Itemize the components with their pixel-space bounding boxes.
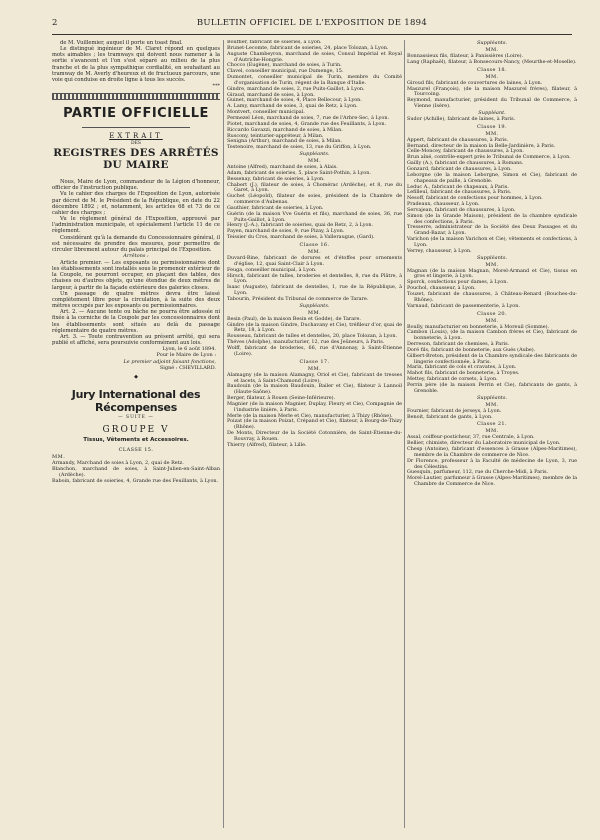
paragraph: Vu le cahier des charges de l'Exposition de Lyon, autorisée par décret de M. le Président de la République, en date du 22 décembre 1892 ; et, notamment, les articles 68 et 73 de ce cahier des charges ; bbox=[52, 191, 220, 216]
list-item: Thierry (Alfred), filateur, à Lille. bbox=[227, 441, 307, 448]
list-item: Isaac (Auguste), fabricant de dentelles, 1, rue de la République, à Lyon. bbox=[227, 284, 402, 297]
list-item: Pradeaux, chausseur, à Lyon. bbox=[407, 201, 480, 208]
list-item: Mahot fils, fabricant de bonneterie, à Troyes. bbox=[407, 370, 520, 377]
list-item: Feuga, conseiller municipal, à Lyon. bbox=[227, 266, 317, 273]
list-item: Duvard-Bine, fabricant de dorures et d'étoffes pour ornements d'église, 12, quai Saint-Clair à Lyon. bbox=[227, 255, 402, 267]
list-item: Lang (Raphaël), filateur, à Bonsecours-Nancy, (Meurthe-et-Moselle). bbox=[407, 58, 577, 65]
list-item: Benoit, fabricant de gants, à Lyon. bbox=[407, 413, 493, 420]
jury-entries bbox=[407, 435, 577, 488]
list-item: Clavel, conseiller municipal, rue Dumenge, 15. bbox=[227, 68, 344, 75]
list-item: Senigna (Arthur), marchand de soies, à Milan. bbox=[227, 138, 342, 145]
list-item: Servajean, fabricant de chaussures, à Lyon. bbox=[407, 206, 516, 213]
mm-label: MM. bbox=[485, 73, 499, 80]
list-item: Permezel Léon, marchand de soies, 7, rue de l'Arbre-Sec, à Lyon. bbox=[227, 114, 390, 121]
list-item: Brun aîné, contrôle-expert près le Tribunal de Commerce, à Lyon. bbox=[407, 154, 571, 161]
page-header bbox=[52, 18, 572, 32]
suppleants-heading: Suppléants. bbox=[477, 254, 507, 261]
article-paragraph: Article premier. — Les exposants ou permissionnaires dont les établissements sont installés sous le promenoir extérieur de la Coupole, ne pourront occuper, en plaçant des tables, des chaises ou d'autres objets, qu'une étendue de deux mètres de largeur, à partir de la façade extérieure des galeries closes. bbox=[52, 259, 220, 291]
list-item: Leduc A., fabricant de chapeaux, à Paris. bbox=[407, 183, 509, 190]
classe-heading: Classe 19. bbox=[476, 123, 508, 130]
jury-entries bbox=[227, 373, 402, 449]
suppleants-heading: Suppléants. bbox=[477, 394, 507, 401]
paragraph: de M. Vuillemier, auquel il porte un toast final. bbox=[60, 40, 183, 46]
list-item: Morel-Lautier, parfumeur à Grasse (Alpes-Maritimes), membre de la Chambre de Commerce de Nice. bbox=[407, 475, 577, 488]
arretons-label: Arrêtons : bbox=[123, 252, 149, 259]
suppleants-heading: Suppléants. bbox=[477, 40, 507, 46]
column-divider bbox=[223, 40, 224, 828]
list-item: A. Lamy, marchand de soies, 3, quai de Retz, à Lyon. bbox=[227, 103, 358, 110]
des-label: DES bbox=[131, 141, 141, 147]
list-item: Teissier du Cros, marchand de soies, à Valleraugue, (Gard). bbox=[227, 234, 375, 241]
list-item: Assal, coiffeur-posticheur, 37, rue Centrale, à Lyon. bbox=[407, 434, 535, 441]
list-item: Giraud, marchand de soies, à Lyon. bbox=[227, 91, 315, 98]
groupe-subtitle: Tissus, Vêtements et Accessoires. bbox=[83, 436, 189, 443]
list-item: Sporck, confections pour dames, à Lyon. bbox=[407, 279, 508, 286]
list-item: Touzet, fabricant de chaussures, à Château-Renard (Bouches-du-Rhône). bbox=[407, 291, 577, 303]
jury-entries bbox=[407, 325, 577, 395]
mm-label: MM. bbox=[485, 261, 499, 268]
list-item: Baudouin (de la maison Baudouin, Bailer et Cie), filateur à Lannoil (Haute-Saône). bbox=[227, 383, 402, 396]
groupe-heading: GROUPE V bbox=[102, 424, 170, 435]
list-item: Hirsch, fabricant de tulles, broderies et dentelles, 8, rue du Plâtre, à Lyon. bbox=[227, 272, 402, 285]
partie-officielle-heading: PARTIE OFFICIELLE bbox=[63, 106, 209, 122]
mm-label: MM. bbox=[485, 401, 499, 408]
list-item: Piotet, marchand de soies, 4, Grande rue des Feuillants, à Lyon. bbox=[227, 120, 387, 127]
arrete-paragraphs bbox=[52, 179, 220, 253]
jury-entries bbox=[52, 461, 220, 484]
list-item: Poizat (de la maison Poizat, Crépand et Cie), filateur, à Bourg-de-Thizy (Rhône). bbox=[227, 418, 402, 431]
list-item: Alamagny (de la maison Alamagny, Oriol et Cie), fabricant de tresses et lacets, à Saint-Chamond (Loire). bbox=[227, 371, 402, 384]
list-item: Wolff, fabricant de broderies, 66, rue d'Annonay, à Saint-Étienne (Loire). bbox=[227, 344, 402, 357]
list-item: Verrey, chausseur, à Lyon. bbox=[407, 247, 472, 254]
suppleant-heading: Suppléant. bbox=[478, 109, 506, 116]
list-item: Blanchon, marchand de soies, à Saint-Julien-en-Saint-Alban (Ardèche). bbox=[52, 465, 220, 478]
articles-list bbox=[52, 260, 220, 346]
paragraph: Le distingué ingénieur de M. Claret répond en quelques mots aimables ; les tramways qui doivent nous ramener à la sortie s'avancent et l'on s'est séparé au milieu de la plus franche et de la plus sympathique cordialité, en souhaitant au tramway de M. Averly d'heureux et de fructueux parcours, une voie qui conduise en droite ligne à tous les succès. bbox=[52, 46, 220, 83]
list-item: Leborgne (de la maison Leborgne, Simon et Cie), fabricant de chapeaux de paille, à Grenoble. bbox=[407, 171, 577, 184]
list-item: Testenoire, marchand de soies, 13, rue du Griffon, à Lyon. bbox=[227, 144, 372, 151]
list-item: Mettey, fabricant de corsets, à Lyon. bbox=[407, 376, 498, 383]
list-item: Adam, fabricant de soieries, 5, place Saint-Pothin, à Lyon. bbox=[227, 169, 371, 176]
mm-label: MM. bbox=[307, 309, 322, 316]
list-item: Auguste Chambeyron, marchand de soies, Consul Impérial et Royal d'Autriche-Hongrie. bbox=[227, 50, 402, 63]
list-item: Ruscony, teinturier-appréteur, à Milan. bbox=[227, 132, 324, 139]
list-item: Montvert, conseiller municipal. bbox=[227, 109, 305, 116]
list-item: Sudor (Achille), fabricant de laines, à Paris. bbox=[407, 115, 516, 122]
signature-line: Signé : CHEVILLARD. bbox=[159, 364, 216, 371]
adjoint-line: Le premier adjoint faisant fonctions, bbox=[123, 358, 216, 365]
list-item: Merle (de la maison Merle et Cie), manufacturier, à Thizy (Rhône). bbox=[227, 412, 393, 419]
registres-heading: REGISTRES DES ARRÊTÉS DU MAIRE bbox=[53, 147, 219, 172]
jury-entries bbox=[227, 40, 402, 151]
classe-heading: Classe 17. bbox=[299, 358, 330, 365]
list-item: Bonnassieux fils, filateur, à Panissières (Loire). bbox=[407, 53, 524, 59]
list-item: Derreson, fabricant de chemises, à Paris. bbox=[407, 341, 510, 348]
extrait-heading: EXTRAIT bbox=[109, 132, 163, 141]
jury-entries bbox=[227, 317, 402, 358]
list-item: Besin (Paul), de la maison Besin et Godde), de Tarare. bbox=[227, 315, 361, 322]
paragraph: Vu le règlement général de l'Exposition, approuvé par l'administration municipale, et spécialement l'article 11 de ce règlement. bbox=[52, 216, 220, 235]
intro-paragraphs bbox=[52, 40, 220, 83]
list-item: Lefilleul, fabricant de chaussures, à Paris. bbox=[407, 189, 512, 196]
header-rule bbox=[52, 34, 572, 35]
mm-label: MM. bbox=[307, 249, 322, 255]
list-item: Gilbert-Breton, président de la Chambre syndicale des fabricants de lingerie confectionnée, à Paris. bbox=[407, 352, 577, 365]
divider: ◆ bbox=[134, 373, 138, 380]
suppleants-heading: Suppléants. bbox=[299, 302, 330, 309]
list-item: Riccardo Gavazzi, marchand de soies, à Milan. bbox=[227, 126, 343, 133]
list-item: Pouchol, chausseur, à Lyon. bbox=[407, 285, 476, 292]
list-item: Guesquin, parfumeur, 112, rue du Cherche-Midi, à Paris. bbox=[407, 469, 549, 476]
list-item: Gindre, marchand de soies, 2, rue Puits-Gaillot, à Lyon. bbox=[227, 85, 365, 92]
section-stars: *** bbox=[212, 83, 220, 90]
jury-entries bbox=[407, 54, 577, 66]
date-line: Lyon, le 6 août 1894. bbox=[162, 346, 216, 353]
mm-label: MM. bbox=[52, 453, 66, 460]
list-item: Fournier, fabricant de jerseys, à Lyon. bbox=[407, 407, 502, 414]
list-item: Bessenay, fabricant de soieries, à Lyon. bbox=[227, 175, 325, 182]
list-item: Reymond, manufacturier, président du Tribunal de Commerce, à Vienne (Isère). bbox=[407, 97, 577, 110]
classe-heading: Classe 18. bbox=[476, 66, 508, 73]
mm-label: MM. bbox=[485, 47, 499, 53]
classe-heading: Classe 20. bbox=[476, 310, 508, 317]
column-left bbox=[52, 40, 220, 484]
list-item: Magnan (de la maison Magnan, Morel-Armand et Cie), tissus en gros et lingerie, à Lyon. bbox=[407, 267, 577, 280]
list-item: Guchet (Léopold), filateur de soies, président de la Chambre de commerce d'Aubenas. bbox=[227, 193, 402, 206]
list-item: Celle-Moncey, fabricant de chaussures, à Lyon. bbox=[407, 148, 524, 155]
list-item: Berger, filateur, à Rouen (Seine-Inférieure). bbox=[227, 395, 336, 402]
list-item: Chabert (J.), filateur de soies, à Chomérac (Ardèche), et 8, rue du Garet, à Lyon. bbox=[227, 181, 402, 194]
classe-heading: Classe 21. bbox=[476, 421, 508, 428]
list-item: Gindre (de la maison Gindre, Duchavany et Cie), tréfileur d'or, quai de Retz, 18, à Lyon. bbox=[227, 321, 402, 334]
list-item: Dr Florence, professeur à la Faculté de médecine de Lyon, 3, rue des Célestins. bbox=[407, 457, 577, 470]
jury-entries bbox=[407, 409, 577, 421]
list-item: Boully, manufacturier en bonneterie, à Moreuil (Somme). bbox=[407, 323, 550, 330]
jury-entries bbox=[407, 81, 577, 110]
jury-entries bbox=[227, 256, 402, 303]
list-item: Guérin (de la maison Vve Guérin et fils), marchand de soies, 36, rue Puits-Gaillot, à Lyon. bbox=[227, 210, 402, 223]
divider bbox=[82, 127, 190, 128]
mm-label: MM. bbox=[307, 365, 322, 372]
list-item: Appert, fabricant de chaussures, à Paris. bbox=[407, 136, 509, 143]
ornament-divider bbox=[52, 93, 220, 100]
mm-label: MM. bbox=[485, 317, 499, 324]
list-item: Antoine (Alfred), marchand de soies, à Alais. bbox=[227, 164, 338, 171]
mm-label: MM. bbox=[485, 130, 499, 137]
list-item: Maszurel (François), (de la maison Maszurel frères), filateur, à Tourcoing. bbox=[407, 85, 577, 98]
bulletin-title: BULLETIN OFFICIEL DE L'EXPOSITION DE 1894 bbox=[196, 18, 428, 28]
list-item: Baboin, fabricant de soieries, 4, Grande rue des Feuillants, à Lyon. bbox=[52, 477, 219, 484]
list-item: Gonzard, fabricant de chaussures, à Lyon. bbox=[407, 165, 512, 172]
list-item: Théves (Adolphe), manufacturier, 12, rue des Jeûneurs, à Paris. bbox=[227, 339, 385, 346]
list-item: Guinet, marchand de soies, 4, Place Bellecour, à Lyon. bbox=[227, 97, 362, 104]
mm-label: MM. bbox=[307, 158, 322, 165]
list-item: Henry (J.-A.), fabricant de soieries, quai de Retz, 2, à Lyon. bbox=[227, 222, 374, 229]
classe-heading: Classe 16. bbox=[299, 242, 330, 248]
paragraph: Nous, Maire de Lyon, commandeur de la Légion d'honneur, officier de l'instruction publique. bbox=[52, 179, 220, 192]
article-paragraph: Art. 3. — Toute contravention au présent arrêté, qui sera publié et affiché, sera poursuivie conformément aux lois. bbox=[52, 333, 220, 346]
jury-entries bbox=[407, 269, 577, 310]
article-paragraph: Art. 2. — Aucune tente ou bâche ne pourra être adossée ni fixée à la corniche de la Coupole par les concessionnaires dont les établissements sont situés au delà du passage réglementaire de quatre mètres. bbox=[52, 309, 220, 334]
list-item: Bernand, directeur de la maison la Belle-Jardinière, à Paris. bbox=[407, 142, 556, 149]
list-item: Armandy, Marchand de soies à Lyon, 2, quai de Retz. bbox=[52, 459, 184, 466]
list-item: Tabourin, Président du Tribunal de commerce de Tarare. bbox=[227, 295, 369, 302]
mm-label: MM. bbox=[485, 428, 499, 435]
list-item: Simon (de la Grande Maison), président de la chambre syndicale des confections, à Paris. bbox=[407, 212, 577, 225]
article-paragraph: Un passage de quatre mètres devra être laissé complètement libre pour la circulation, à la suite des deux mètres occupés par les exposants ou permissionnaires. bbox=[52, 290, 220, 310]
list-item: Gauthier, fabricant de soieries, à Lyon. bbox=[227, 204, 324, 211]
list-item: Rousseau, fabricant de tulles et dentelles, 20, place Tolozan, à Lyon. bbox=[227, 333, 398, 340]
list-item: Bellier, chimiste, directeur du Laboratoire municipal de Lyon. bbox=[407, 440, 561, 447]
list-item: Perrin père (de la maison Perrin et Cie), fabricants de gants, à Grenoble. bbox=[407, 381, 577, 394]
column-middle bbox=[227, 40, 402, 449]
list-item: Brunet-Lecomte, fabricant de soieries, 24, place Tolozan, à Lyon. bbox=[227, 44, 389, 51]
list-item: Magnier (de la maison Magnier, Duplay, Fleury et Cie), Compagnie de l'industrie linière, à Paris. bbox=[227, 400, 402, 413]
list-item: Chesp (Antoine), fabricant d'essences à Grasse (Alpes-Maritimes), membre de la Chambre de commerce de Nice. bbox=[407, 446, 577, 458]
list-item: Payen, marchand de soies, 9, rue Pizay, à Lyon. bbox=[227, 228, 345, 235]
classe-heading: CLASSE 15. bbox=[118, 446, 154, 453]
list-item: Giroud fils, fabricant de couvertures de laines, à Lyon. bbox=[407, 79, 543, 86]
list-item: Varichon (de la maison Varichon et Cie), vêtements et confections, à Lyon. bbox=[407, 236, 577, 248]
jury-entries bbox=[407, 138, 577, 255]
list-item: Bouffier, fabricant de soieries, à Lyon. bbox=[227, 40, 322, 45]
column-right bbox=[407, 40, 577, 488]
jury-heading: Jury International des Récompenses bbox=[71, 387, 201, 414]
paragraph: Considérant qu'à la demande du Concessionnaire général, il est nécessaire de prendre des mesures, pour permettre de circuler librement autour du palais principal de l'Exposition. bbox=[52, 234, 220, 253]
jury-entries bbox=[227, 165, 402, 241]
list-item: Nesoff, fabricant de confections pour hommes, à Lyon. bbox=[407, 195, 543, 202]
list-item: Dumontet, conseiller municipal de Turin, membre du Comité d'organisation de Turin, régent de la Banque d'Italie. bbox=[227, 74, 402, 86]
list-item: Tresserre, administrateur de la Société des Deux Passages et du Grand-Bazar, à Lyon. bbox=[407, 224, 577, 237]
list-item: Chocco (Eugène), marchand de soies, à Turin. bbox=[227, 62, 342, 69]
page-number: 2 bbox=[52, 18, 58, 28]
pour-maire-line: Pour le Maire de Lyon : bbox=[156, 352, 216, 359]
column-divider bbox=[404, 40, 405, 828]
list-item: Marix, fabricant de cols et cravates, à Lyon. bbox=[407, 364, 517, 371]
suppleants-heading: Suppléants. bbox=[299, 151, 330, 158]
list-item: Gailly (A.), fabricant de chaussures, à Romans. bbox=[407, 160, 524, 167]
suite-label: — SUITE — bbox=[118, 414, 154, 420]
list-item: Doré fils, fabricant de bonneterie, aux Gués (Aube). bbox=[407, 346, 536, 353]
list-item: De Monts, Directeur de la Société Cotonnière, de Saint-Étienne-du-Rouvray, à Rouen. bbox=[227, 430, 402, 442]
list-item: Cambon (Louis), (de la maison Cambon frères et Cie), fabricant de bonneterie, à Lyon. bbox=[407, 329, 577, 342]
list-item: Varnaud, fabricant de passementerie, à Lyon. bbox=[407, 302, 520, 309]
